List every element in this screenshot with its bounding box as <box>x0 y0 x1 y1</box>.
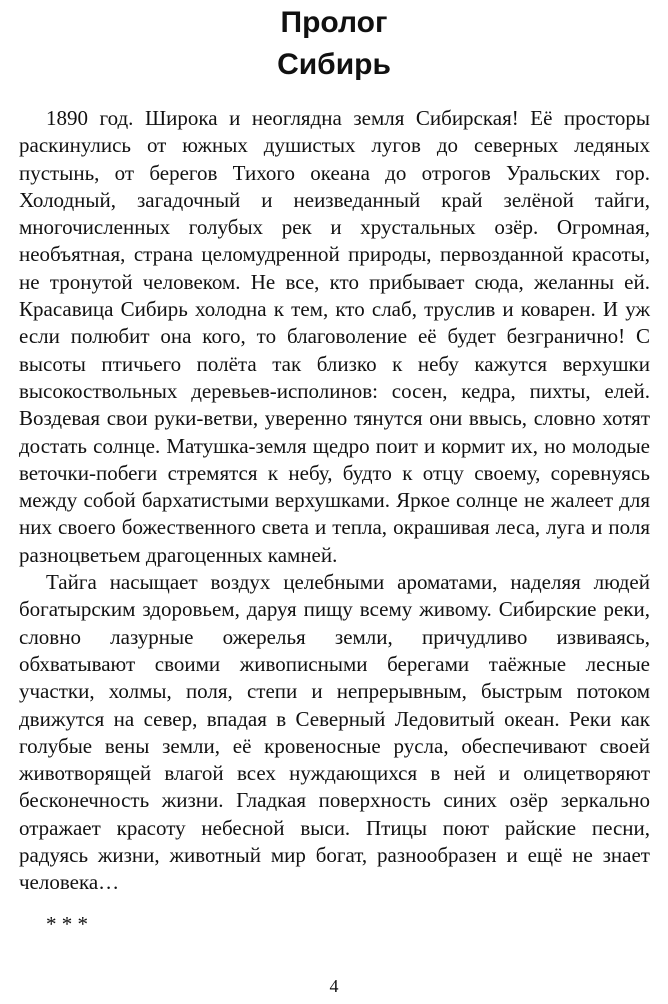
section-separator: * * * <box>46 912 88 936</box>
chapter-subtitle: Сибирь <box>277 48 391 81</box>
paragraph-1: 1890 год. Широка и неоглядна земля Сибирская! Её просторы раскинулись от южных душистых лугов до северных ледяных пустынь, от берегов Тихого океана до отрогов Уральских гор. Холодный, загадочный и неизведанный край зелёной тайги, многочисленных голубых рек и хрустальных озёр. Огромная, необъятная, страна целомудренной природы, первозданной красоты, не тронутой человеком. Не все, кто прибывает сюда, желанны ей. Красавица Сибирь холодна к тем, кто слаб, труслив и коварен. И уж если полюбит она кого, то благоволение её будет безгранично! С высоты птичьего полёта так близко к небу кажутся верхушки высокоствольных деревьев-исполинов: сосен, кедра, пихты, елей. Воздевая свои руки-ветви, уверенно тянутся они ввысь, словно хотят достать солнце. Матушка-земля щедро поит и кормит их, но молодые веточки-побеги стремятся к небу, будто к отцу своему, соревнуясь между собой бархатистыми верхушками. Яркое солнце не жалеет для них своего божественного света и тепла, окрашивая леса, луга и поля разноцветьем драгоценных камней. <box>19 106 650 567</box>
paragraph-2: Тайга насыщает воздух целебными ароматами, наделяя людей богатырским здоровьем, даруя пищу всему живому. Сибирские реки, словно лазурные ожерелья земли, причудливо извиваясь, обхватывают своими живописными берегами таёжные лесные участки, холмы, поля, степи и непрерывным, быстрым потоком движутся на север, впадая в Северный Ледовитый океан. Реки как голубые вены земли, её кровеносные русла, обеспечивают своей животворящей влагой всех нуждающихся в ней и олицетворяют бесконечность жизни. Гладкая поверхность синих озёр зеркально отражает красоту небесной выси. Птицы поют райские песни, радуясь жизни, животный мир богат, разнообразен и ещё не знает человека… <box>19 570 650 895</box>
chapter-title: Пролог <box>280 6 388 39</box>
page-number: 4 <box>329 976 339 996</box>
chapter-body <box>19 105 650 897</box>
